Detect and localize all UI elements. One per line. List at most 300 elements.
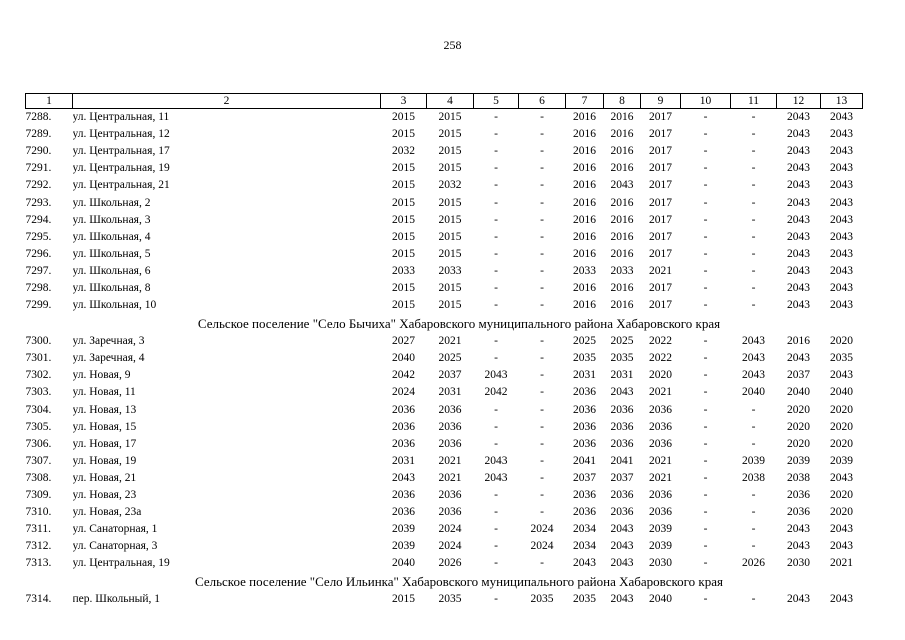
year-cell-col-10: -: [703, 179, 708, 192]
year-cell-col-8: 2043: [610, 557, 634, 570]
year-cell-col-13: 2043: [830, 111, 853, 124]
table-row: [26, 470, 863, 487]
year-cell-col-4: 2037: [438, 369, 462, 382]
year-cell-col-12: 2043: [787, 281, 810, 294]
year-cell-col-10: -: [703, 557, 708, 570]
row-number: 7303.: [25, 386, 52, 399]
row-number: 7305.: [25, 420, 52, 433]
row-number: 7304.: [25, 403, 52, 416]
year-cell-col-13: 2043: [830, 299, 853, 312]
year-cell-col-4: 2024: [438, 523, 462, 536]
table-row: [26, 521, 863, 538]
year-cell-col-7: 2036: [573, 403, 596, 416]
row-number: 7310.: [25, 506, 52, 519]
section-heading: Сельское поселение "Село Бычиха" Хабаровского муниципального района Хабаровского края: [197, 316, 721, 332]
year-cell-col-7: 2033: [573, 264, 596, 277]
year-cell-col-6: -: [540, 247, 544, 260]
table-row: [26, 160, 863, 177]
year-cell-col-3: 2015: [392, 162, 415, 175]
row-number: 7314.: [25, 593, 52, 606]
year-cell-col-4: 2026: [438, 557, 462, 570]
year-cell-col-9: 2017: [649, 230, 672, 243]
page-number: 258: [443, 38, 462, 52]
year-cell-col-11: -: [751, 593, 756, 606]
year-cell-col-5: -: [494, 179, 498, 192]
year-cell-col-6: -: [540, 299, 544, 312]
year-cell-col-7: 2036: [573, 506, 596, 519]
year-cell-col-5: -: [494, 352, 498, 365]
year-cell-col-10: -: [703, 230, 708, 243]
year-cell-col-7: 2016: [573, 281, 596, 294]
table-row: [26, 126, 863, 143]
year-cell-col-12: 2043: [787, 111, 810, 124]
year-cell-col-9: 2036: [649, 437, 672, 450]
year-cell-col-11: -: [751, 281, 756, 294]
year-cell-col-13: 2043: [830, 230, 853, 243]
year-cell-col-3: 2039: [392, 540, 415, 553]
year-cell-col-6: -: [540, 471, 544, 484]
year-cell-col-11: -: [751, 489, 756, 502]
year-cell-col-5: 2042: [484, 386, 508, 399]
year-cell-col-10: -: [703, 369, 708, 382]
row-address: ул. Санаторная, 1: [72, 523, 158, 536]
year-cell-col-12: 2043: [787, 213, 810, 226]
row-number: 7300.: [25, 335, 52, 348]
col-header-8: 8: [604, 94, 641, 109]
year-cell-col-6: -: [540, 489, 544, 502]
year-cell-col-13: 2043: [830, 179, 853, 192]
year-cell-col-13: 2043: [830, 145, 853, 158]
year-cell-col-13: 2043: [830, 162, 853, 175]
year-cell-col-12: 2043: [787, 523, 810, 536]
year-cell-col-9: 2021: [649, 264, 672, 277]
row-address: ул. Школьная, 10: [72, 299, 157, 312]
year-cell-col-5: -: [494, 145, 498, 158]
year-cell-col-7: 2036: [573, 386, 596, 399]
year-cell-col-4: 2035: [438, 593, 462, 606]
year-cell-col-6: 2024: [530, 540, 554, 553]
year-cell-col-4: 2015: [438, 162, 462, 175]
year-cell-col-9: 2017: [649, 128, 672, 141]
year-cell-col-13: 2043: [830, 213, 853, 226]
year-cell-col-6: -: [540, 213, 544, 226]
year-cell-col-5: -: [494, 437, 498, 450]
year-cell-col-12: 2016: [787, 335, 810, 348]
year-cell-col-10: -: [703, 593, 708, 606]
year-cell-col-13: 2043: [830, 471, 853, 484]
year-cell-col-6: -: [540, 162, 544, 175]
year-cell-col-6: -: [540, 386, 544, 399]
year-cell-col-13: 2043: [830, 593, 853, 606]
year-cell-col-5: 2043: [484, 454, 508, 467]
year-cell-col-3: 2015: [392, 213, 415, 226]
year-cell-col-8: 2043: [610, 540, 634, 553]
year-cell-col-5: -: [494, 196, 498, 209]
year-cell-col-8: 2016: [610, 247, 634, 260]
row-number: 7289.: [25, 128, 52, 141]
year-cell-col-12: 2040: [787, 386, 810, 399]
year-cell-col-12: 2043: [787, 128, 810, 141]
row-number: 7288.: [25, 111, 52, 124]
row-address: ул. Новая, 11: [72, 386, 136, 399]
row-number: 7290.: [25, 145, 52, 158]
row-address: ул. Новая, 19: [72, 454, 137, 467]
year-cell-col-9: 2022: [649, 352, 672, 365]
col-header-10: 10: [681, 94, 731, 109]
row-address: ул. Школьная, 2: [72, 196, 151, 209]
year-cell-col-11: 2043: [742, 352, 765, 365]
year-cell-col-8: 2037: [610, 471, 634, 484]
year-cell-col-3: 2036: [392, 506, 415, 519]
col-header-2: 2: [73, 94, 381, 109]
year-cell-col-10: -: [703, 299, 708, 312]
year-cell-col-6: -: [540, 437, 544, 450]
year-cell-col-5: 2043: [484, 471, 508, 484]
table-row: [26, 555, 863, 572]
row-address: ул. Новая, 23а: [72, 506, 142, 519]
year-cell-col-5: -: [494, 557, 498, 570]
year-cell-col-9: 2022: [649, 335, 672, 348]
row-address: пер. Школьный, 1: [72, 593, 160, 606]
year-cell-col-4: 2015: [438, 196, 462, 209]
year-cell-col-3: 2040: [392, 352, 415, 365]
row-number: 7295.: [25, 230, 52, 243]
year-cell-col-8: 2016: [610, 128, 634, 141]
year-cell-col-12: 2043: [787, 299, 810, 312]
row-address: ул. Школьная, 8: [72, 281, 151, 294]
row-number: 7297.: [25, 264, 52, 277]
year-cell-col-4: 2015: [438, 145, 462, 158]
year-cell-col-6: -: [540, 420, 544, 433]
col-header-7: 7: [566, 94, 604, 109]
year-cell-col-3: 2033: [392, 264, 415, 277]
row-address: ул. Новая, 17: [72, 437, 137, 450]
year-cell-col-9: 2017: [649, 281, 672, 294]
row-number: 7308.: [25, 471, 52, 484]
year-cell-col-5: -: [494, 506, 498, 519]
year-cell-col-7: 2031: [573, 369, 596, 382]
year-cell-col-12: 2030: [787, 557, 810, 570]
year-cell-col-11: -: [751, 437, 756, 450]
table-row: [26, 453, 863, 470]
year-cell-col-3: 2027: [392, 335, 415, 348]
year-cell-col-11: -: [751, 540, 756, 553]
year-cell-col-8: 2031: [610, 369, 634, 382]
year-cell-col-4: 2036: [438, 506, 462, 519]
year-cell-col-3: 2036: [392, 437, 415, 450]
year-cell-col-5: -: [494, 420, 498, 433]
year-cell-col-6: -: [540, 403, 544, 416]
year-cell-col-9: 2021: [649, 454, 672, 467]
year-cell-col-4: 2025: [438, 352, 462, 365]
year-cell-col-4: 2015: [438, 111, 462, 124]
year-cell-col-7: 2025: [573, 335, 596, 348]
year-cell-col-11: 2026: [742, 557, 765, 570]
year-cell-col-13: 2020: [830, 506, 853, 519]
row-address: ул. Центральная, 12: [72, 128, 170, 141]
year-cell-col-13: 2040: [830, 386, 853, 399]
section-heading: Сельское поселение "Село Ильинка" Хабаровского муниципального района Хабаровского края: [195, 574, 723, 590]
header-row: [26, 94, 863, 109]
row-address: ул. Школьная, 6: [72, 264, 151, 277]
year-cell-col-9: 2017: [649, 213, 672, 226]
row-number: 7302.: [25, 369, 52, 382]
register-table: [25, 93, 863, 609]
year-cell-col-9: 2017: [649, 179, 672, 192]
year-cell-col-5: -: [494, 111, 498, 124]
year-cell-col-8: 2016: [610, 299, 634, 312]
row-address: ул. Санаторная, 3: [72, 540, 158, 553]
year-cell-col-4: 2036: [438, 437, 462, 450]
year-cell-col-6: -: [540, 281, 544, 294]
year-cell-col-4: 2021: [438, 335, 462, 348]
year-cell-col-7: 2034: [573, 540, 596, 553]
year-cell-col-13: 2043: [830, 247, 853, 260]
year-cell-col-11: -: [751, 506, 756, 519]
year-cell-col-6: -: [540, 128, 544, 141]
year-cell-col-12: 2039: [787, 454, 810, 467]
year-cell-col-12: 2038: [787, 471, 810, 484]
year-cell-col-13: 2035: [830, 352, 853, 365]
year-cell-col-10: -: [703, 264, 708, 277]
year-cell-col-10: -: [703, 352, 708, 365]
year-cell-col-8: 2035: [610, 352, 634, 365]
year-cell-col-5: -: [494, 299, 498, 312]
year-cell-col-11: -: [751, 179, 756, 192]
year-cell-col-10: -: [703, 281, 708, 294]
row-number: 7306.: [25, 437, 52, 450]
year-cell-col-7: 2016: [573, 179, 596, 192]
row-address: ул. Школьная, 3: [72, 213, 151, 226]
year-cell-col-11: -: [751, 247, 756, 260]
year-cell-col-10: -: [703, 540, 708, 553]
year-cell-col-9: 2030: [649, 557, 672, 570]
year-cell-col-4: 2032: [438, 179, 462, 192]
year-cell-col-3: 2015: [392, 179, 415, 192]
year-cell-col-3: 2036: [392, 420, 415, 433]
year-cell-col-4: 2015: [438, 281, 462, 294]
col-header-1: 1: [26, 94, 73, 109]
year-cell-col-3: 2015: [392, 230, 415, 243]
year-cell-col-7: 2016: [573, 145, 596, 158]
year-cell-col-13: 2020: [830, 489, 853, 502]
year-cell-col-6: -: [540, 335, 544, 348]
year-cell-col-13: 2020: [830, 335, 853, 348]
year-cell-col-11: -: [751, 128, 756, 141]
section-heading-row: [26, 314, 863, 333]
year-cell-col-5: -: [494, 213, 498, 226]
year-cell-col-11: -: [751, 111, 756, 124]
row-number: 7309.: [25, 489, 52, 502]
year-cell-col-5: -: [494, 403, 498, 416]
year-cell-col-6: -: [540, 506, 544, 519]
year-cell-col-3: 2036: [392, 403, 415, 416]
year-cell-col-4: 2031: [438, 386, 462, 399]
year-cell-col-4: 2015: [438, 213, 462, 226]
table-row: [26, 229, 863, 246]
year-cell-col-13: 2043: [830, 540, 853, 553]
year-cell-col-10: -: [703, 247, 708, 260]
year-cell-col-8: 2036: [610, 437, 634, 450]
row-address: ул. Центральная, 19: [72, 557, 170, 570]
year-cell-col-3: 2039: [392, 523, 415, 536]
year-cell-col-7: 2016: [573, 299, 596, 312]
year-cell-col-13: 2043: [830, 369, 853, 382]
year-cell-col-6: 2035: [530, 593, 554, 606]
row-address: ул. Новая, 9: [72, 369, 131, 382]
table-row: [26, 350, 863, 367]
row-number: 7291.: [25, 162, 52, 175]
year-cell-col-12: 2043: [787, 540, 810, 553]
year-cell-col-12: 2043: [787, 196, 810, 209]
col-header-5: 5: [474, 94, 519, 109]
table-row: [26, 109, 863, 127]
year-cell-col-13: 2043: [830, 196, 853, 209]
year-cell-col-3: 2036: [392, 489, 415, 502]
row-address: ул. Центральная, 21: [72, 179, 170, 192]
year-cell-col-10: -: [703, 471, 708, 484]
row-number: 7307.: [25, 454, 52, 467]
year-cell-col-8: 2043: [610, 523, 634, 536]
year-cell-col-7: 2016: [573, 247, 596, 260]
year-cell-col-11: -: [751, 213, 756, 226]
year-cell-col-11: -: [751, 145, 756, 158]
year-cell-col-5: -: [494, 162, 498, 175]
year-cell-col-7: 2016: [573, 213, 596, 226]
year-cell-col-8: 2016: [610, 162, 634, 175]
year-cell-col-9: 2017: [649, 162, 672, 175]
year-cell-col-4: 2036: [438, 489, 462, 502]
year-cell-col-12: 2043: [787, 145, 810, 158]
year-cell-col-8: 2016: [610, 196, 634, 209]
year-cell-col-12: 2043: [787, 352, 810, 365]
year-cell-col-4: 2036: [438, 403, 462, 416]
year-cell-col-12: 2043: [787, 162, 810, 175]
row-number: 7312.: [25, 540, 52, 553]
year-cell-col-7: 2043: [573, 557, 596, 570]
year-cell-col-13: 2043: [830, 281, 853, 294]
year-cell-col-9: 2036: [649, 403, 672, 416]
year-cell-col-11: 2043: [742, 335, 765, 348]
year-cell-col-10: -: [703, 162, 708, 175]
table-row: [26, 591, 863, 608]
year-cell-col-8: 2033: [610, 264, 634, 277]
year-cell-col-11: -: [751, 420, 756, 433]
year-cell-col-10: -: [703, 128, 708, 141]
year-cell-col-3: 2040: [392, 557, 415, 570]
year-cell-col-12: 2020: [787, 420, 810, 433]
year-cell-col-13: 2021: [830, 557, 853, 570]
row-address: ул. Заречная, 4: [72, 352, 145, 365]
year-cell-col-4: 2033: [438, 264, 462, 277]
year-cell-col-13: 2043: [830, 523, 853, 536]
year-cell-col-3: 2032: [392, 145, 415, 158]
year-cell-col-12: 2036: [787, 489, 810, 502]
col-header-9: 9: [641, 94, 681, 109]
year-cell-col-5: -: [494, 128, 498, 141]
year-cell-col-3: 2015: [392, 196, 415, 209]
row-address: ул. Школьная, 5: [72, 247, 151, 260]
row-number: 7293.: [25, 196, 52, 209]
row-address: ул. Заречная, 3: [72, 335, 145, 348]
year-cell-col-5: -: [494, 264, 498, 277]
year-cell-col-6: -: [540, 369, 544, 382]
year-cell-col-11: -: [751, 403, 756, 416]
year-cell-col-5: -: [494, 247, 498, 260]
year-cell-col-9: 2040: [649, 593, 672, 606]
year-cell-col-5: 2043: [484, 369, 508, 382]
year-cell-col-4: 2015: [438, 299, 462, 312]
year-cell-col-3: 2043: [392, 471, 415, 484]
year-cell-col-3: 2042: [392, 369, 415, 382]
year-cell-col-12: 2037: [787, 369, 810, 382]
year-cell-col-9: 2017: [649, 299, 672, 312]
year-cell-col-10: -: [703, 489, 708, 502]
year-cell-col-7: 2036: [573, 420, 596, 433]
year-cell-col-7: 2016: [573, 162, 596, 175]
year-cell-col-11: -: [751, 299, 756, 312]
year-cell-col-8: 2041: [610, 454, 634, 467]
row-number: 7296.: [25, 247, 52, 260]
row-address: ул. Центральная, 19: [72, 162, 170, 175]
year-cell-col-3: 2031: [392, 454, 415, 467]
year-cell-col-9: 2017: [649, 247, 672, 260]
year-cell-col-8: 2036: [610, 489, 634, 502]
year-cell-col-9: 2039: [649, 523, 672, 536]
year-cell-col-3: 2015: [392, 128, 415, 141]
year-cell-col-8: 2036: [610, 420, 634, 433]
year-cell-col-8: 2016: [610, 145, 634, 158]
year-cell-col-13: 2020: [830, 437, 853, 450]
year-cell-col-3: 2024: [392, 386, 415, 399]
year-cell-col-5: -: [494, 593, 498, 606]
year-cell-col-10: -: [703, 420, 708, 433]
table-row: [26, 367, 863, 384]
year-cell-col-8: 2036: [610, 506, 634, 519]
table-row: [26, 297, 863, 314]
year-cell-col-11: -: [751, 196, 756, 209]
year-cell-col-6: -: [540, 230, 544, 243]
year-cell-col-8: 2025: [610, 335, 634, 348]
year-cell-col-5: -: [494, 281, 498, 294]
year-cell-col-7: 2036: [573, 437, 596, 450]
year-cell-col-10: -: [703, 454, 708, 467]
year-cell-col-8: 2043: [610, 179, 634, 192]
row-number: 7292.: [25, 179, 52, 192]
year-cell-col-9: 2021: [649, 386, 672, 399]
table-row: [26, 212, 863, 229]
year-cell-col-9: 2020: [649, 369, 672, 382]
year-cell-col-6: -: [540, 454, 544, 467]
year-cell-col-9: 2036: [649, 489, 672, 502]
col-header-4: 4: [427, 94, 474, 109]
table-row: [26, 504, 863, 521]
year-cell-col-10: -: [703, 111, 708, 124]
year-cell-col-11: -: [751, 523, 756, 536]
year-cell-col-3: 2015: [392, 299, 415, 312]
table-row: [26, 333, 863, 350]
col-header-13: 13: [821, 94, 863, 109]
row-address: ул. Новая, 15: [72, 420, 137, 433]
row-number: 7299.: [25, 299, 52, 312]
row-address: ул. Центральная, 17: [72, 145, 170, 158]
year-cell-col-10: -: [703, 213, 708, 226]
col-header-3: 3: [381, 94, 427, 109]
year-cell-col-13: 2043: [830, 128, 853, 141]
year-cell-col-7: 2016: [573, 230, 596, 243]
year-cell-col-11: 2043: [742, 369, 765, 382]
year-cell-col-9: 2017: [649, 196, 672, 209]
